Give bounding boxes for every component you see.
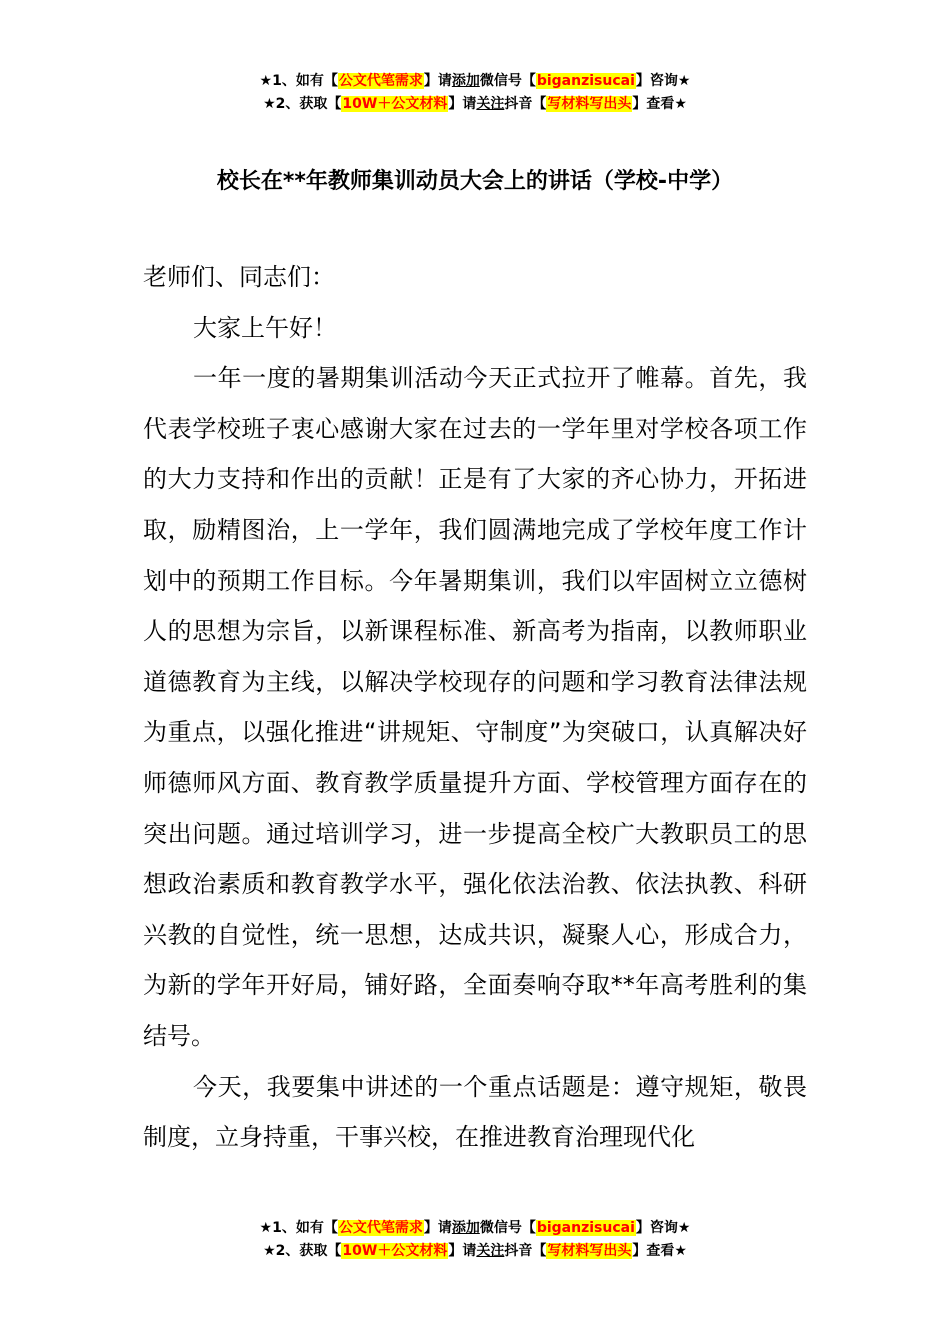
banner-line-2	[0, 1240, 950, 1263]
document-body	[143, 252, 807, 1163]
banner-text: 抖音【	[504, 96, 547, 112]
body-paragraph: 今天，我要集中讲述的一个重点话题是：遵守规矩，敬畏制度，立身持重，干事兴校，在推进教育治理现代化	[143, 1072, 807, 1152]
banner-text: 】查看★	[632, 1243, 687, 1259]
banner-line-1	[0, 70, 950, 93]
banner-text: 微信号【	[479, 1220, 536, 1236]
banner-line-2	[0, 93, 950, 116]
banner-highlight: 公文代笔需求	[338, 1220, 423, 1236]
banner-highlight: biganzisucai	[536, 73, 635, 89]
banner-text: 微信号【	[479, 73, 536, 89]
header-banner	[0, 70, 950, 116]
salutation: 老师们、同志们：	[143, 263, 335, 291]
banner-highlight: 公文代笔需求	[338, 73, 423, 89]
banner-text: 】咨询★	[635, 73, 691, 89]
banner-highlight: 写材料写出头	[547, 1243, 632, 1259]
document-title: 校长在**年教师集训动员大会上的讲话（学校-中学）	[216, 169, 734, 194]
banner-text: 】咨询★	[635, 1220, 691, 1236]
banner-text: ★1、如有【	[259, 1220, 338, 1236]
banner-highlight: 写材料写出头	[547, 96, 632, 112]
banner-highlight: 10W＋公文材料	[342, 96, 448, 112]
banner-highlight: biganzisucai	[536, 1220, 635, 1236]
banner-text: 】查看★	[632, 96, 687, 112]
banner-text: 】请	[423, 73, 452, 89]
banner-text: 】请	[423, 1220, 452, 1236]
banner-text: 抖音【	[504, 1243, 547, 1259]
banner-text: ★1、如有【	[259, 73, 338, 89]
body-paragraph: 一年一度的暑期集训活动今天正式拉开了帷幕。首先，我代表学校班子衷心感谢大家在过去的一学年里对学校各项工作的大力支持和作出的贡献！正是有了大家的齐心协力，开拓进取，励精图治，上一学年，我们圆满地完成了学校年度工作计划中的预期工作目标。今年暑期集训，我们以牢固树立立德树人的思想为宗旨，以新课程标准、新高考为指南，以教师职业道德教育为主线，以解决学校现存的问题和学习教育法律法规为重点，以强化推进“讲规矩、守制度”为突破口，认真解决好师德师风方面、教育教学质量提升方面、学校管理方面存在的突出问题。通过培训学习，进一步提高全校广大教职员工的思想政治素质和教育教学水平，强化依法治教、依法执教、科研兴教的自觉性，统一思想，达成共识，凝聚人心，形成合力，为新的学年开好局，铺好路，全面奏响夺取**年高考胜利的集结号。	[143, 364, 807, 1050]
banner-emphasis: 添加	[451, 73, 480, 89]
banner-emphasis: 关注	[476, 1243, 505, 1259]
banner-emphasis: 添加	[451, 1220, 480, 1236]
banner-text: ★2、获取【	[263, 96, 342, 112]
banner-text: ★2、获取【	[263, 1243, 342, 1259]
footer-banner	[0, 1217, 950, 1263]
banner-line-1	[0, 1217, 950, 1240]
banner-text: 】请	[448, 1243, 477, 1259]
greeting: 大家上午好！	[193, 313, 337, 342]
banner-text: 】请	[448, 96, 477, 112]
banner-highlight: 10W＋公文材料	[342, 1243, 448, 1259]
banner-emphasis: 关注	[476, 96, 505, 112]
